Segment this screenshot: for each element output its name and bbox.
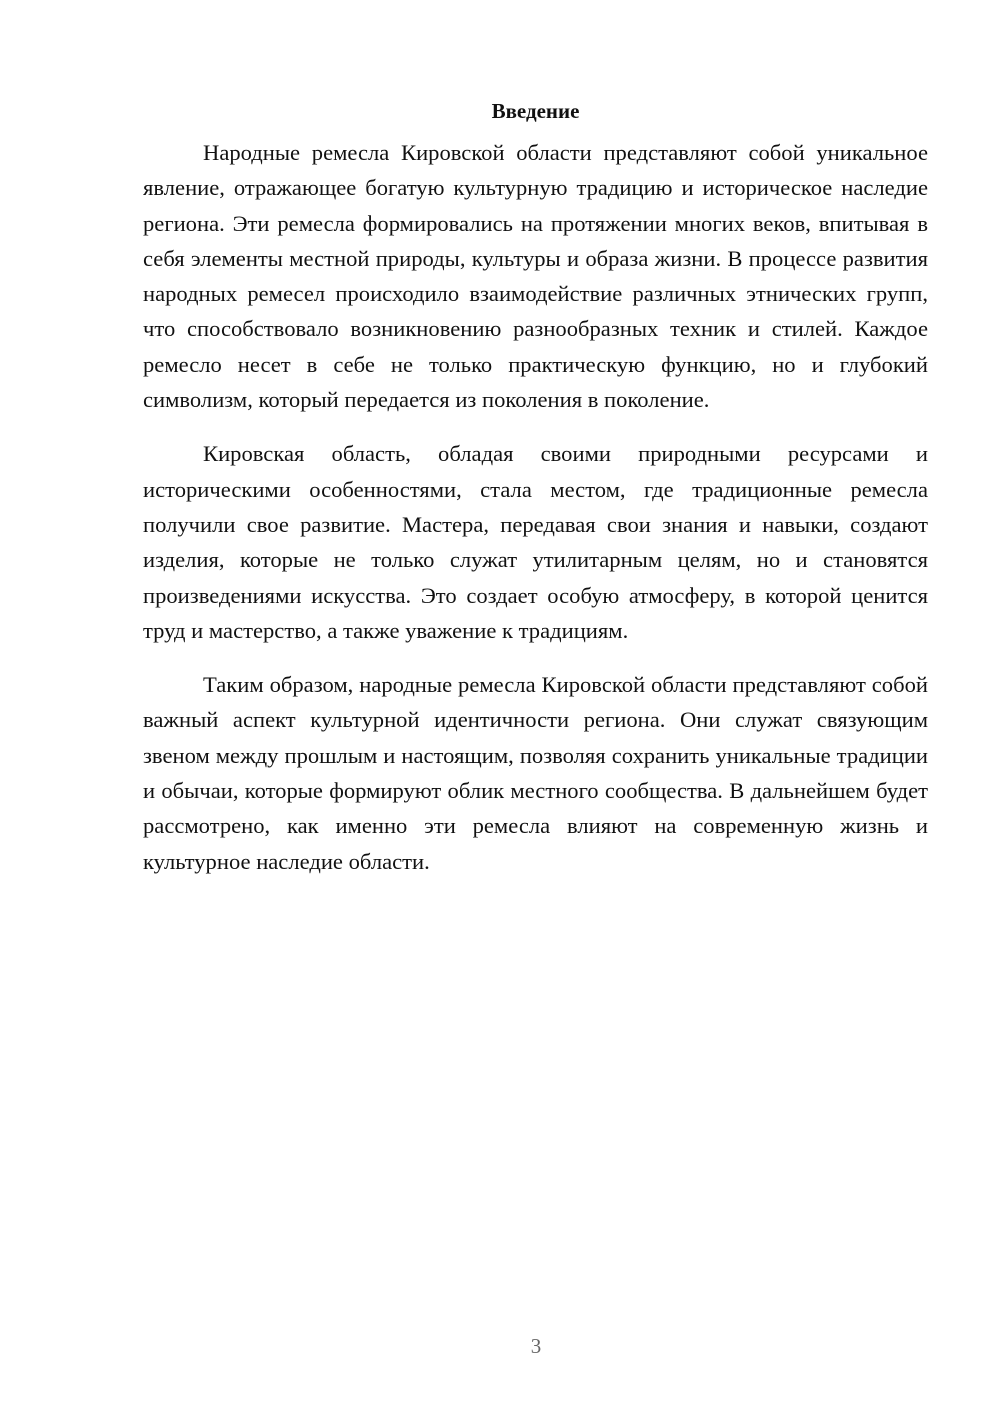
paragraph-1: Народные ремесла Кировской области представляют собой уникальное явление, отражающее богатую культурную традицию и историческое наследие региона. Эти ремесла формировались на протяжении многих веков, впитывая в себя элементы местной природы, культуры и образа жизни. В процессе развития народных ремесел происходило взаимодействие различных этнических групп, что способствовало возникновению разнообразных техник и стилей. Каждое ремесло несет в себе не только практическую функцию, но и глубокий символизм, который передается из поколения в поколение. xyxy=(143,140,928,413)
page-content xyxy=(143,96,928,898)
paragraph-2: Кировская область, обладая своими природными ресурсами и историческими особенностями, стала местом, где традиционные ремесла получили свое развитие. Мастера, передавая свои знания и навыки, создают изделия, которые не только служат утилитарным целям, но и становятся произведениями искусства. Это создает особую атмосферу, в которой ценится труд и мастерство, а также уважение к традициям. xyxy=(143,441,928,643)
paragraph-3: Таким образом, народные ремесла Кировской области представляют собой важный аспект культурной идентичности региона. Они служат связующим звеном между прошлым и настоящим, позволяя сохранить уникальные традиции и обычаи, которые формируют облик местного сообщества. В дальнейшем будет рассмотрено, как именно эти ремесла влияют на современную жизнь и культурное наследие области. xyxy=(143,672,928,874)
page-number: 3 xyxy=(530,1334,542,1358)
section-heading: Введение xyxy=(491,99,580,123)
